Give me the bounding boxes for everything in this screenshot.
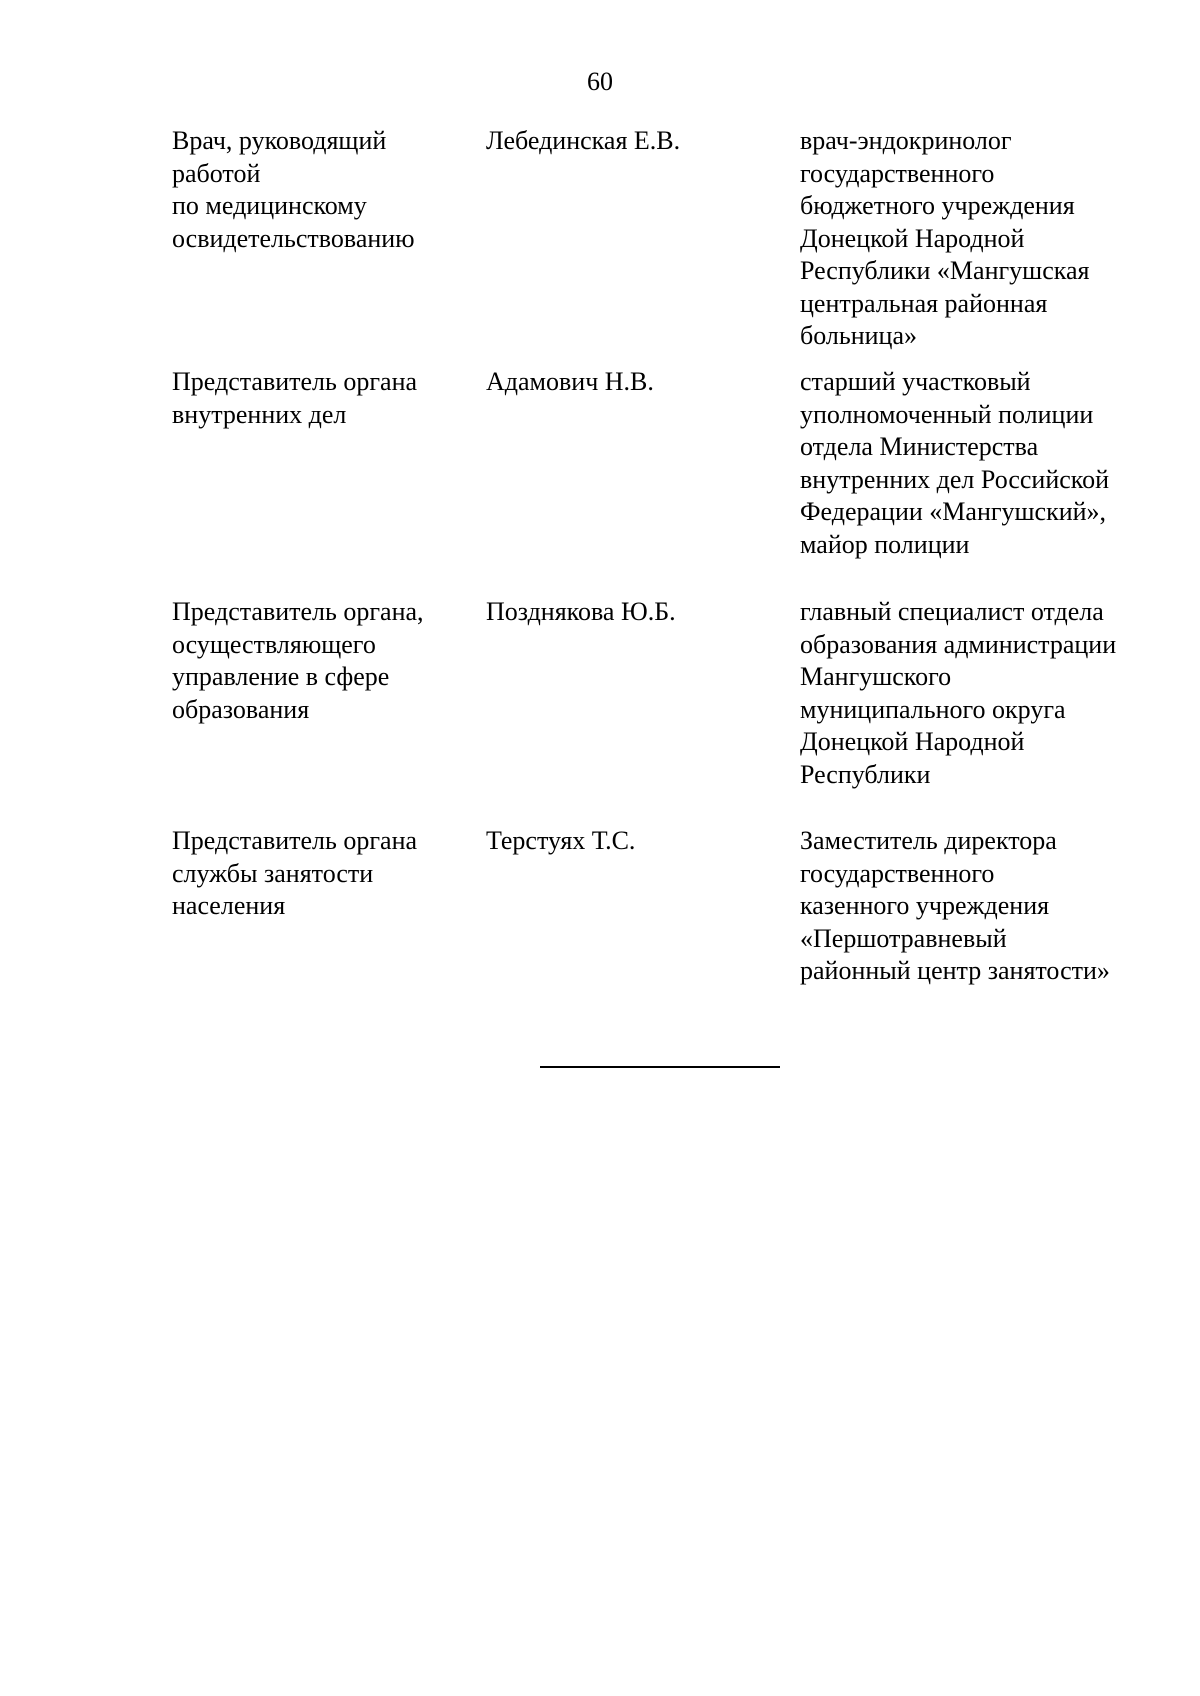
member-row: [0, 366, 1200, 596]
member-role: Представитель органа внутренних дел: [172, 367, 418, 429]
member-name: Адамович Н.В.: [486, 367, 654, 396]
member-name: Позднякова Ю.Б.: [486, 597, 676, 626]
member-position: старший участковый уполномоченный полиции отдела Министерства внутренних дел Российской Федерации «Мангушский», майор полиции: [800, 367, 1110, 559]
member-row: [0, 125, 1200, 366]
member-role: Представитель органа, осуществляющего управление в сфере образования: [172, 597, 424, 724]
member-role: Представитель органа службы занятости населения: [172, 826, 418, 920]
member-row: [0, 596, 1200, 825]
member-name: Терстуях Т.С.: [486, 826, 636, 855]
commission-members-list: [0, 125, 1200, 995]
member-name: Лебединская Е.В.: [486, 126, 681, 155]
page-number: 60: [587, 67, 613, 96]
member-role: Врач, руководящий работой по медицинскому освидетельствованию: [172, 126, 415, 253]
member-position: врач-эндокринолог государственного бюджетного учреждения Донецкой Народной Республики «Мангушская центральная районная больница»: [800, 126, 1090, 350]
member-position: Заместитель директора государственного казенного учреждения «Першотравневый районный центр занятости»: [800, 826, 1110, 985]
end-divider: [540, 1066, 780, 1068]
member-row: [0, 825, 1200, 995]
member-position: главный специалист отдела образования администрации Мангушского муниципального округа Донецкой Народной Республики: [800, 597, 1117, 789]
